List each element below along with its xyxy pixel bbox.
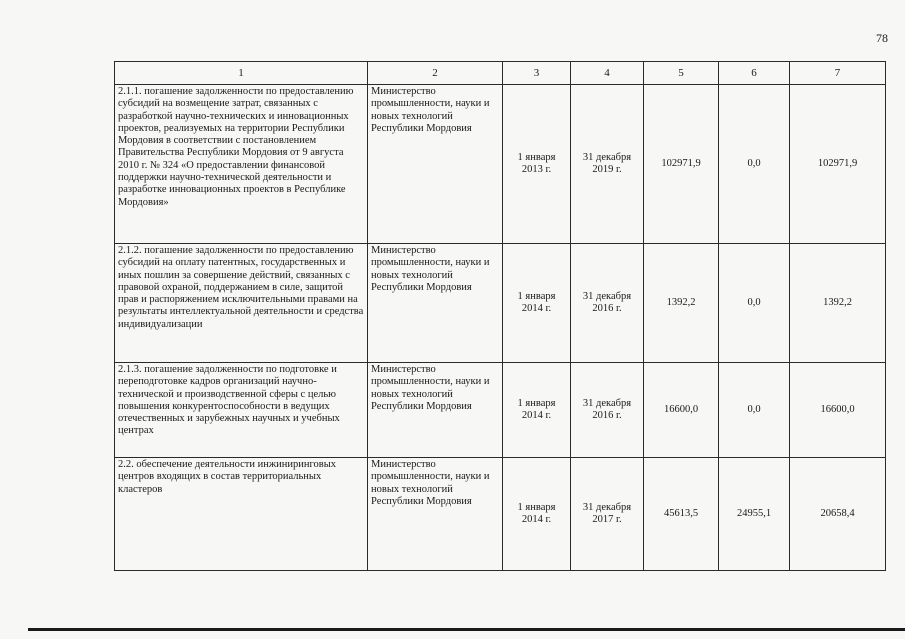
column-header: 2	[368, 62, 503, 85]
table-row	[115, 85, 886, 244]
end-date-cell: 31 декабря 2017 г.	[571, 458, 644, 571]
bottom-rule	[28, 628, 905, 631]
program-activities-table	[114, 61, 886, 571]
amount-cell: 0,0	[719, 244, 790, 363]
amount-cell: 0,0	[719, 363, 790, 458]
column-header: 1	[115, 62, 368, 85]
amount-cell: 16600,0	[790, 363, 886, 458]
table-row	[115, 244, 886, 363]
measure-cell: 2.1.3. погашение задолженности по подготовке и переподготовке кадров организаций научно-технической и производственной сферы с целью повышения конкурентоспособности в ведущих отечественных и зарубежных научных и учебных центрах	[115, 363, 368, 458]
column-header: 3	[503, 62, 571, 85]
end-date-cell: 31 декабря 2016 г.	[571, 244, 644, 363]
measure-cell: 2.2. обеспечение деятельности инжиниринговых центров входящих в состав территориальных кластеров	[115, 458, 368, 571]
executor-cell: Министерство промышленности, науки и новых технологий Республики Мордовия	[368, 458, 503, 571]
page-number: 78	[876, 31, 888, 45]
executor-cell: Министерство промышленности, науки и новых технологий Республики Мордовия	[368, 244, 503, 363]
amount-cell: 20658,4	[790, 458, 886, 571]
executor-cell: Министерство промышленности, науки и новых технологий Республики Мордовия	[368, 363, 503, 458]
start-date-cell: 1 января 2014 г.	[503, 244, 571, 363]
table-header-row	[115, 62, 886, 85]
amount-cell: 102971,9	[790, 85, 886, 244]
start-date-cell: 1 января 2014 г.	[503, 363, 571, 458]
amount-cell: 102971,9	[644, 85, 719, 244]
measure-cell: 2.1.1. погашение задолженности по предоставлению субсидий на возмещение затрат, связанных с разработкой научно-технических и инновационных проектов, реализуемых на территории Республики Мордовия в соответствии с постановлением Правительства Республики Мордовия от 9 августа 2010 г. № 324 «О предоставлении финансовой поддержки научно-технической деятельности и разработке инновационных проектов в Республике Мордовия»	[115, 85, 368, 244]
amount-cell: 1392,2	[644, 244, 719, 363]
end-date-cell: 31 декабря 2016 г.	[571, 363, 644, 458]
start-date-cell: 1 января 2014 г.	[503, 458, 571, 571]
amount-cell: 16600,0	[644, 363, 719, 458]
amount-cell: 1392,2	[790, 244, 886, 363]
column-header: 6	[719, 62, 790, 85]
start-date-cell: 1 января 2013 г.	[503, 85, 571, 244]
table-row	[115, 363, 886, 458]
measure-cell: 2.1.2. погашение задолженности по предоставлению субсидий на оплату патентных, государственных и иных пошлин за совершение действий, связанных с правовой охраной, поддержанием в силе, защитой прав и распоряжением исключительными правами на результаты интеллектуальной деятельности и средства индивидуализации	[115, 244, 368, 363]
amount-cell: 24955,1	[719, 458, 790, 571]
amount-cell: 45613,5	[644, 458, 719, 571]
column-header: 4	[571, 62, 644, 85]
column-header: 7	[790, 62, 886, 85]
column-header: 5	[644, 62, 719, 85]
end-date-cell: 31 декабря 2019 г.	[571, 85, 644, 244]
amount-cell: 0,0	[719, 85, 790, 244]
table-row	[115, 458, 886, 571]
executor-cell: Министерство промышленности, науки и новых технологий Республики Мордовия	[368, 85, 503, 244]
